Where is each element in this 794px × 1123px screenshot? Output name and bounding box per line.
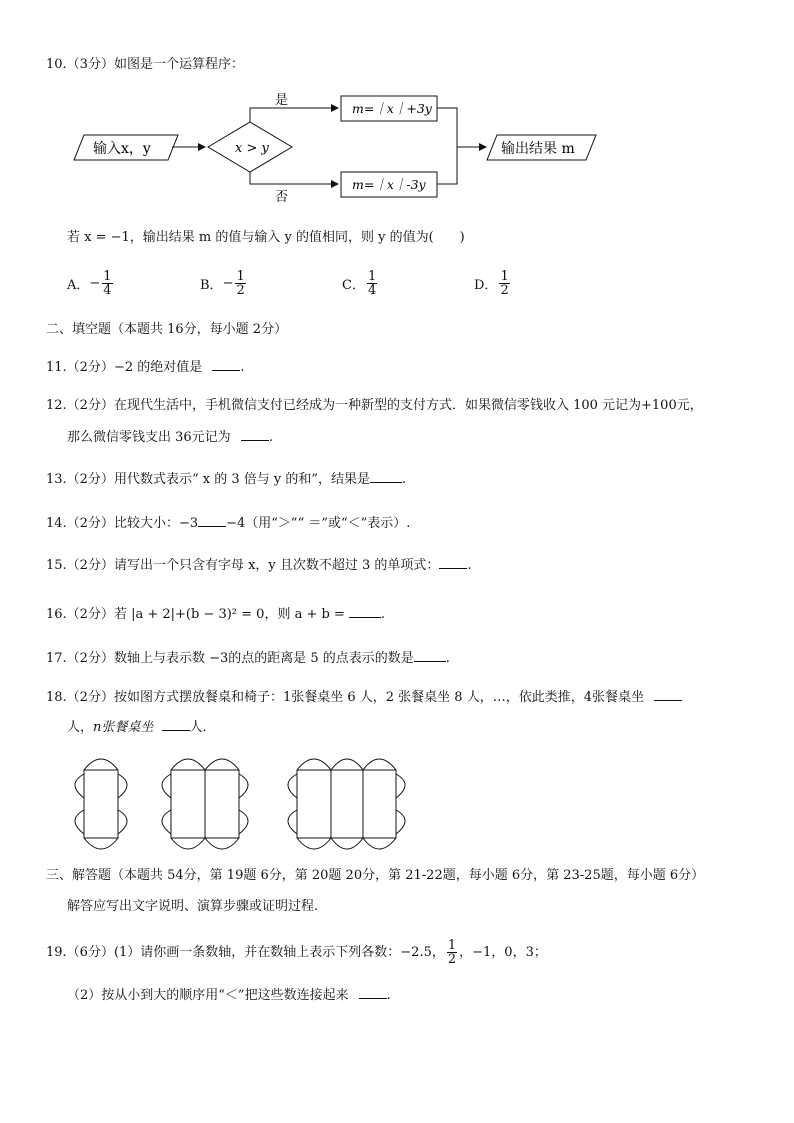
formula-yes-label: m=｜x｜+3y (352, 101, 432, 116)
option-c-den: 4 (367, 283, 377, 298)
output-label: 输出结果 m (501, 141, 575, 157)
q17 (46, 649, 450, 668)
q13-answer-blank[interactable] (370, 470, 402, 483)
q11-text: 11.（2分）−2 的绝对值是 (46, 360, 203, 375)
option-a-letter: A． (67, 278, 90, 293)
q18-line1: 18.（2分）按如图方式摆放餐桌和椅子：1张餐桌坐 6 人，2 张餐桌坐 8 人，…，依此类推，4张餐桌坐 (46, 690, 644, 705)
option-d-letter: D． (474, 278, 498, 293)
table-group-3 (288, 759, 405, 849)
q15-end: . (467, 558, 472, 573)
q18-tables-figure (0, 752, 794, 872)
q15-text: 15.（2分）请写出一个只含有字母 x，y 且次数不超过 3 的单项式： (46, 558, 440, 573)
q19-part1 (46, 936, 547, 970)
q10-stem: 若 x = −1，输出结果 m 的值与输入 y 的值相同，则 y 的值为( ) (67, 230, 465, 245)
q18-line2-c: 人． (189, 720, 216, 735)
q11-end: . (240, 360, 245, 375)
option-c-num: 1 (367, 269, 377, 284)
option-b-letter: B． (200, 278, 223, 293)
q18-line2-wrap (67, 718, 216, 737)
q14-answer-blank[interactable] (198, 514, 226, 527)
condition-label: x > y (235, 141, 269, 156)
q18-line2-b: n张餐桌坐 (93, 720, 154, 735)
q14-mid: −4（用“＞”“ ＝”或“＜”表示）. (226, 516, 411, 531)
option-a-num: 1 (103, 269, 112, 284)
option-b-den: 2 (236, 283, 245, 298)
q10-header: 10.（3分）如图是一个运算程序： (46, 57, 244, 72)
q19-answer-blank[interactable] (359, 986, 387, 999)
q12-answer-blank[interactable] (241, 428, 269, 441)
q19-part2-wrap (67, 986, 391, 1005)
q14-pre: 14.（2分）比较大小：−3 (46, 516, 199, 531)
q17-end: . (445, 651, 450, 666)
q19-part1-post: ，−1，0，3； (459, 945, 547, 960)
q19-part2: （2）按从小到大的顺序用“＜”把这些数连接起来 (67, 988, 349, 1003)
q16-end: . (380, 607, 385, 622)
q14 (46, 514, 410, 533)
q12-line2: 那么微信零钱支出 36元记为 (67, 430, 231, 445)
q19-frac-den: 2 (447, 952, 457, 967)
table-group-1 (75, 759, 127, 849)
option-b[interactable] (200, 270, 248, 297)
section3-line1: 三、解答题（本题共 54分，第 19题 6分，第 20题 20分，第 21-22题，每小题 6分，第 23-25题，每小题 6分） (46, 868, 705, 883)
option-a-sign: − (89, 276, 101, 291)
q16-text: 16.（2分）若 |a + 2|+(b − 3)² = 0，则 a + b = (46, 607, 345, 622)
option-d[interactable] (474, 270, 512, 297)
q18-line1-wrap (46, 688, 682, 707)
q15-answer-blank[interactable] (439, 556, 467, 569)
option-d-den: 2 (500, 283, 509, 298)
q13 (46, 470, 406, 489)
option-c-letter: C． (342, 278, 365, 293)
q15 (46, 556, 472, 575)
q10-options (0, 270, 794, 306)
q13-text: 13.（2分）用代数式表示“ x 的 3 倍与 y 的和”，结果是 (46, 472, 370, 487)
section2-heading: 二、填空题（本题共 16分，每小题 2分） (46, 322, 288, 337)
q18-answer-blank-2[interactable] (162, 718, 190, 731)
q16 (46, 605, 385, 624)
q12-line1: 12.（2分）在现代生活中，手机微信支付已经成为一种新型的支付方式．如果微信零钱收入 100 元记为+100元， (46, 398, 703, 413)
q10-flowchart (0, 80, 794, 300)
q18-line2-a: 人， (67, 720, 94, 735)
no-label: 否 (275, 190, 289, 205)
option-a[interactable] (67, 270, 115, 297)
table-group-2 (162, 759, 248, 849)
q18-answer-blank-1[interactable] (654, 688, 682, 701)
q13-end: . (401, 472, 407, 487)
q11-answer-blank[interactable] (212, 358, 240, 371)
q19-part1-pre: 19.（6分）(1）请你画一条数轴，并在数轴上表示下列各数：−2.5， (46, 945, 445, 960)
q19-end: . (386, 988, 391, 1003)
q17-answer-blank[interactable] (414, 649, 446, 662)
q12-line2-wrap (67, 428, 273, 447)
q11 (46, 358, 245, 377)
q19-frac-num: 1 (447, 938, 457, 953)
option-b-num: 1 (236, 269, 245, 284)
section3-line2: 解答应写出文字说明、演算步骤或证明过程. (67, 899, 319, 914)
option-d-num: 1 (500, 269, 509, 284)
formula-no-label: m=｜x｜-3y (352, 177, 426, 192)
option-b-sign: − (222, 276, 234, 291)
q16-answer-blank[interactable] (349, 605, 381, 618)
input-label: 输入x，y (93, 141, 151, 157)
option-a-den: 4 (103, 283, 112, 298)
q12-end: . (268, 430, 273, 445)
yes-label: 是 (275, 93, 289, 108)
q17-text: 17.（2分）数轴上与表示数 −3的点的距离是 5 的点表示的数是 (46, 651, 414, 666)
option-c[interactable] (342, 270, 379, 297)
